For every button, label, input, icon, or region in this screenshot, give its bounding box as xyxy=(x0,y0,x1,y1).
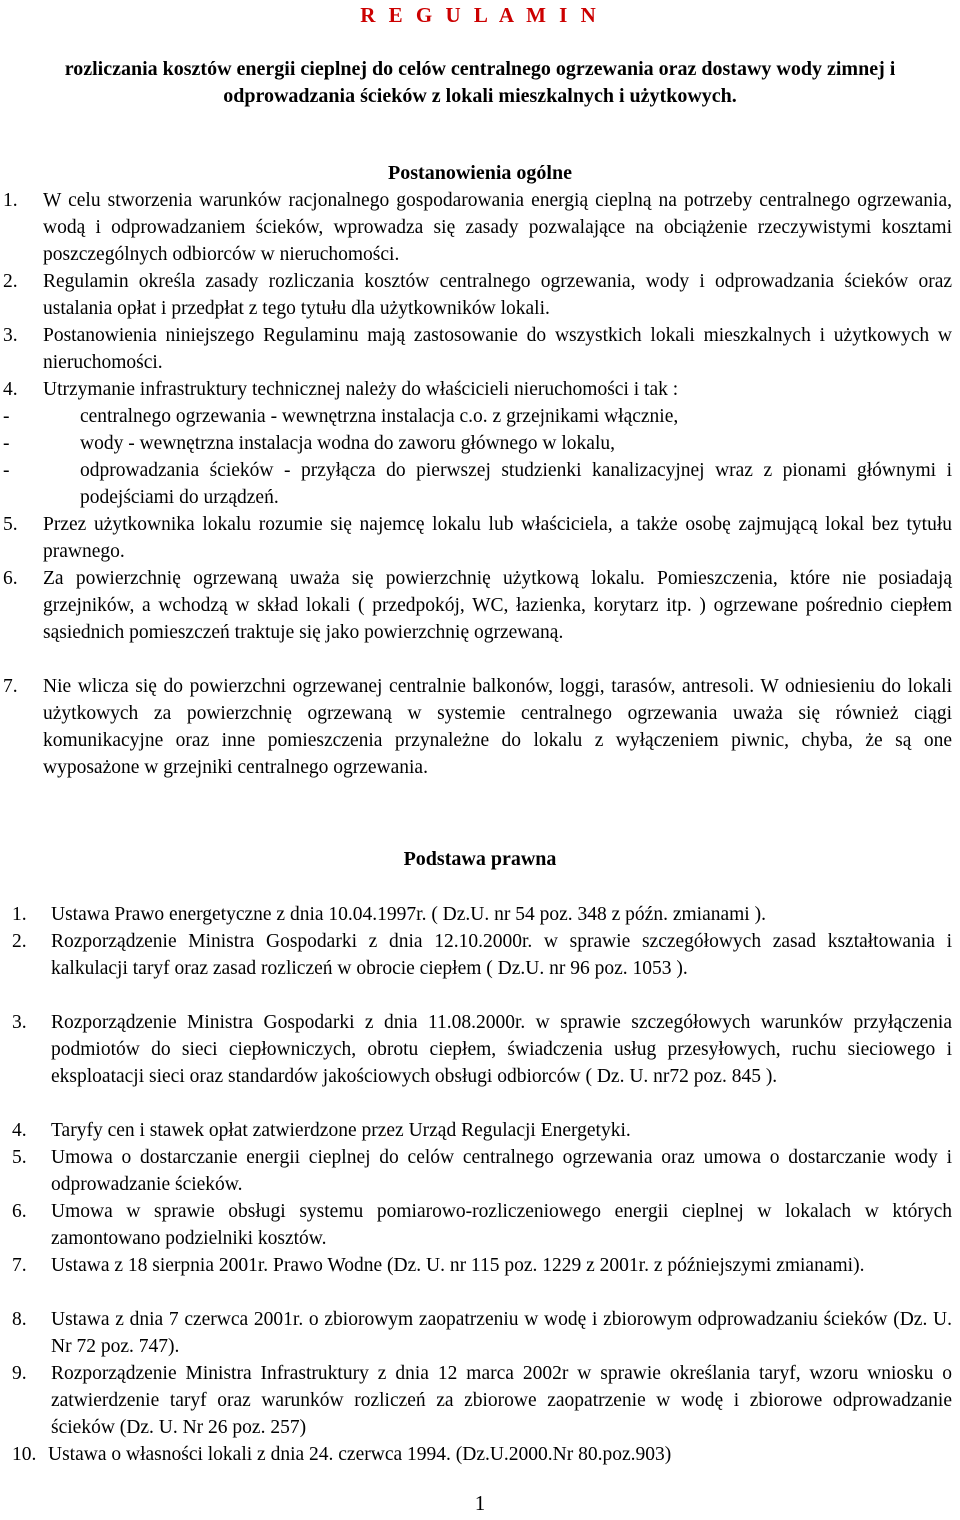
legal-basis-heading: Podstawa prawna xyxy=(403,848,557,870)
list-item: 5. Umowa o dostarczanie energii cieplnej do celów centralnego ogrzewania oraz umowa o dostarczanie wody i odprowadzanie ścieków. xyxy=(12,1147,952,1195)
list-item: 4. Utrzymanie infrastruktury technicznej należy do właścicieli nieruchomości i tak : xyxy=(3,379,679,400)
list-item: 2. Rozporządzenie Ministra Gospodarki z dnia 12.10.2000r. w sprawie szczegółowych zasad kształtowania i kalkulacji taryf oraz zasad rozliczeń w obrocie ciepłem ( Dz.U. nr 96 poz. 1053 ). xyxy=(12,931,952,979)
legal-basis-list xyxy=(0,901,960,1468)
document-title: R E G U L A M I N xyxy=(360,3,600,27)
list-item: 8. Ustawa z dnia 7 czerwca 2001r. o zbiorowym zaopatrzeniu w wodę i zbiorowym odprowadzaniu ścieków (Dz. U. Nr 72 poz. 747). xyxy=(12,1309,952,1357)
list-item: 1. W celu stworzenia warunków racjonalnego gospodarowania energią cieplną na potrzeby centralnego ogrzewania, wodą i odprowadzaniem ścieków, wprowadza się zasady pozwalające na obciążenie rzeczywistymi kosztami poszczególnych odbiorców w nieruchomości. xyxy=(3,190,952,265)
list-item: 7. Ustawa z 18 sierpnia 2001r. Prawo Wodne (Dz. U. nr 115 poz. 1229 z 2001r. z późniejszymi zmianami). xyxy=(12,1255,865,1276)
list-item: 4. Taryfy cen i stawek opłat zatwierdzone przez Urząd Regulacji Energetyki. xyxy=(12,1120,631,1141)
document-subtitle: rozliczania kosztów energii cieplnej do celów centralnego ogrzewania oraz dostawy wody zimnej i odprowadzania ścieków z lokali mieszkalnych i użytkowych. xyxy=(64,58,896,107)
general-provisions-heading: Postanowienia ogólne xyxy=(388,162,572,184)
list-item: 6. Umowa w sprawie obsługi systemu pomiarowo-rozliczeniowego energii cieplnej w lokalach w których zamontowano podzielniki kosztów. xyxy=(12,1201,952,1249)
list-item: 1. Ustawa Prawo energetyczne z dnia 10.04.1997r. ( Dz.U. nr 54 poz. 348 z późn. zmianami ). xyxy=(12,904,766,925)
dash-item: - centralnego ogrzewania - wewnętrzna instalacja c.o. z grzejnikami włącznie, xyxy=(3,406,679,427)
list-item: 3. Rozporządzenie Ministra Gospodarki z dnia 11.08.2000r. w sprawie szczegółowych warunków przyłączenia podmiotów do sieci ciepłowniczych, obrotu ciepłem, świadczenia usług przesyłowych, ruchu sieciowego i eksploatacji sieci oraz standardów jakościowych obsługi odbiorców ( Dz. U. nr72 poz. 845 ). xyxy=(12,1012,952,1087)
dash-item: - wody - wewnętrzna instalacja wodna do zaworu głównego w lokalu, xyxy=(3,433,616,454)
list-item: 10. Ustawa o własności lokali z dnia 24. czerwca 1994. (Dz.U.2000.Nr 80.poz.903) xyxy=(12,1444,672,1465)
list-item: 9. Rozporządzenie Ministra Infrastruktury z dnia 12 marca 2002r w sprawie określania taryf, wzoru wniosku o zatwierdzenie taryf oraz warunków rozliczeń za zbiorowe zaopatrzenie w wodę i zbiorowe odprowadzanie ścieków (Dz. U. Nr 26 poz. 257) xyxy=(12,1363,952,1438)
list-item: 6. Za powierzchnię ogrzewaną uważa się powierzchnię użytkową lokalu. Pomieszczenia, które nie posiadają grzejników, a wchodzą w skład lokali ( przedpokój, WC, łazienka, korytarz itp. ) ogrzewane pośrednio ciepłem sąsiednich pomieszczeń traktuje się jako powierzchnię ogrzewaną. xyxy=(3,568,952,643)
dash-item: - odprowadzania ścieków - przyłącza do pierwszej studzienki kanalizacyjnej wraz z pionami głównymi i podejściami do urządzeń. xyxy=(3,460,952,508)
list-item: 5. Przez użytkownika lokalu rozumie się najemcę lokalu lub właściciela, a także osobę zajmującą lokal bez tytułu prawnego. xyxy=(3,514,952,562)
list-item: 7. Nie wlicza się do powierzchni ogrzewanej centralnie balkonów, loggi, tarasów, antresoli. W odniesieniu do lokali użytkowych za powierzchnię ogrzewaną w systemie centralnego ogrzewania uważa się również ciągi komunikacyjne oraz inne pomieszczenia przynależne do lokalu z wyłączeniem piwnic, chyba, że są one wyposażone w grzejniki centralnego ogrzewania. xyxy=(3,676,952,778)
page-number: 1 xyxy=(474,1491,486,1515)
general-provisions-list xyxy=(0,187,960,808)
list-item: 3. Postanowienia niniejszego Regulaminu mają zastosowanie do wszystkich lokali mieszkalnych i użytkowych w nieruchomości. xyxy=(3,325,952,373)
list-item: 2. Regulamin określa zasady rozliczania kosztów centralnego ogrzewania, wody i odprowadzania ścieków oraz ustalania opłat i przedpłat z tego tytułu dla użytkowników lokali. xyxy=(3,271,952,319)
